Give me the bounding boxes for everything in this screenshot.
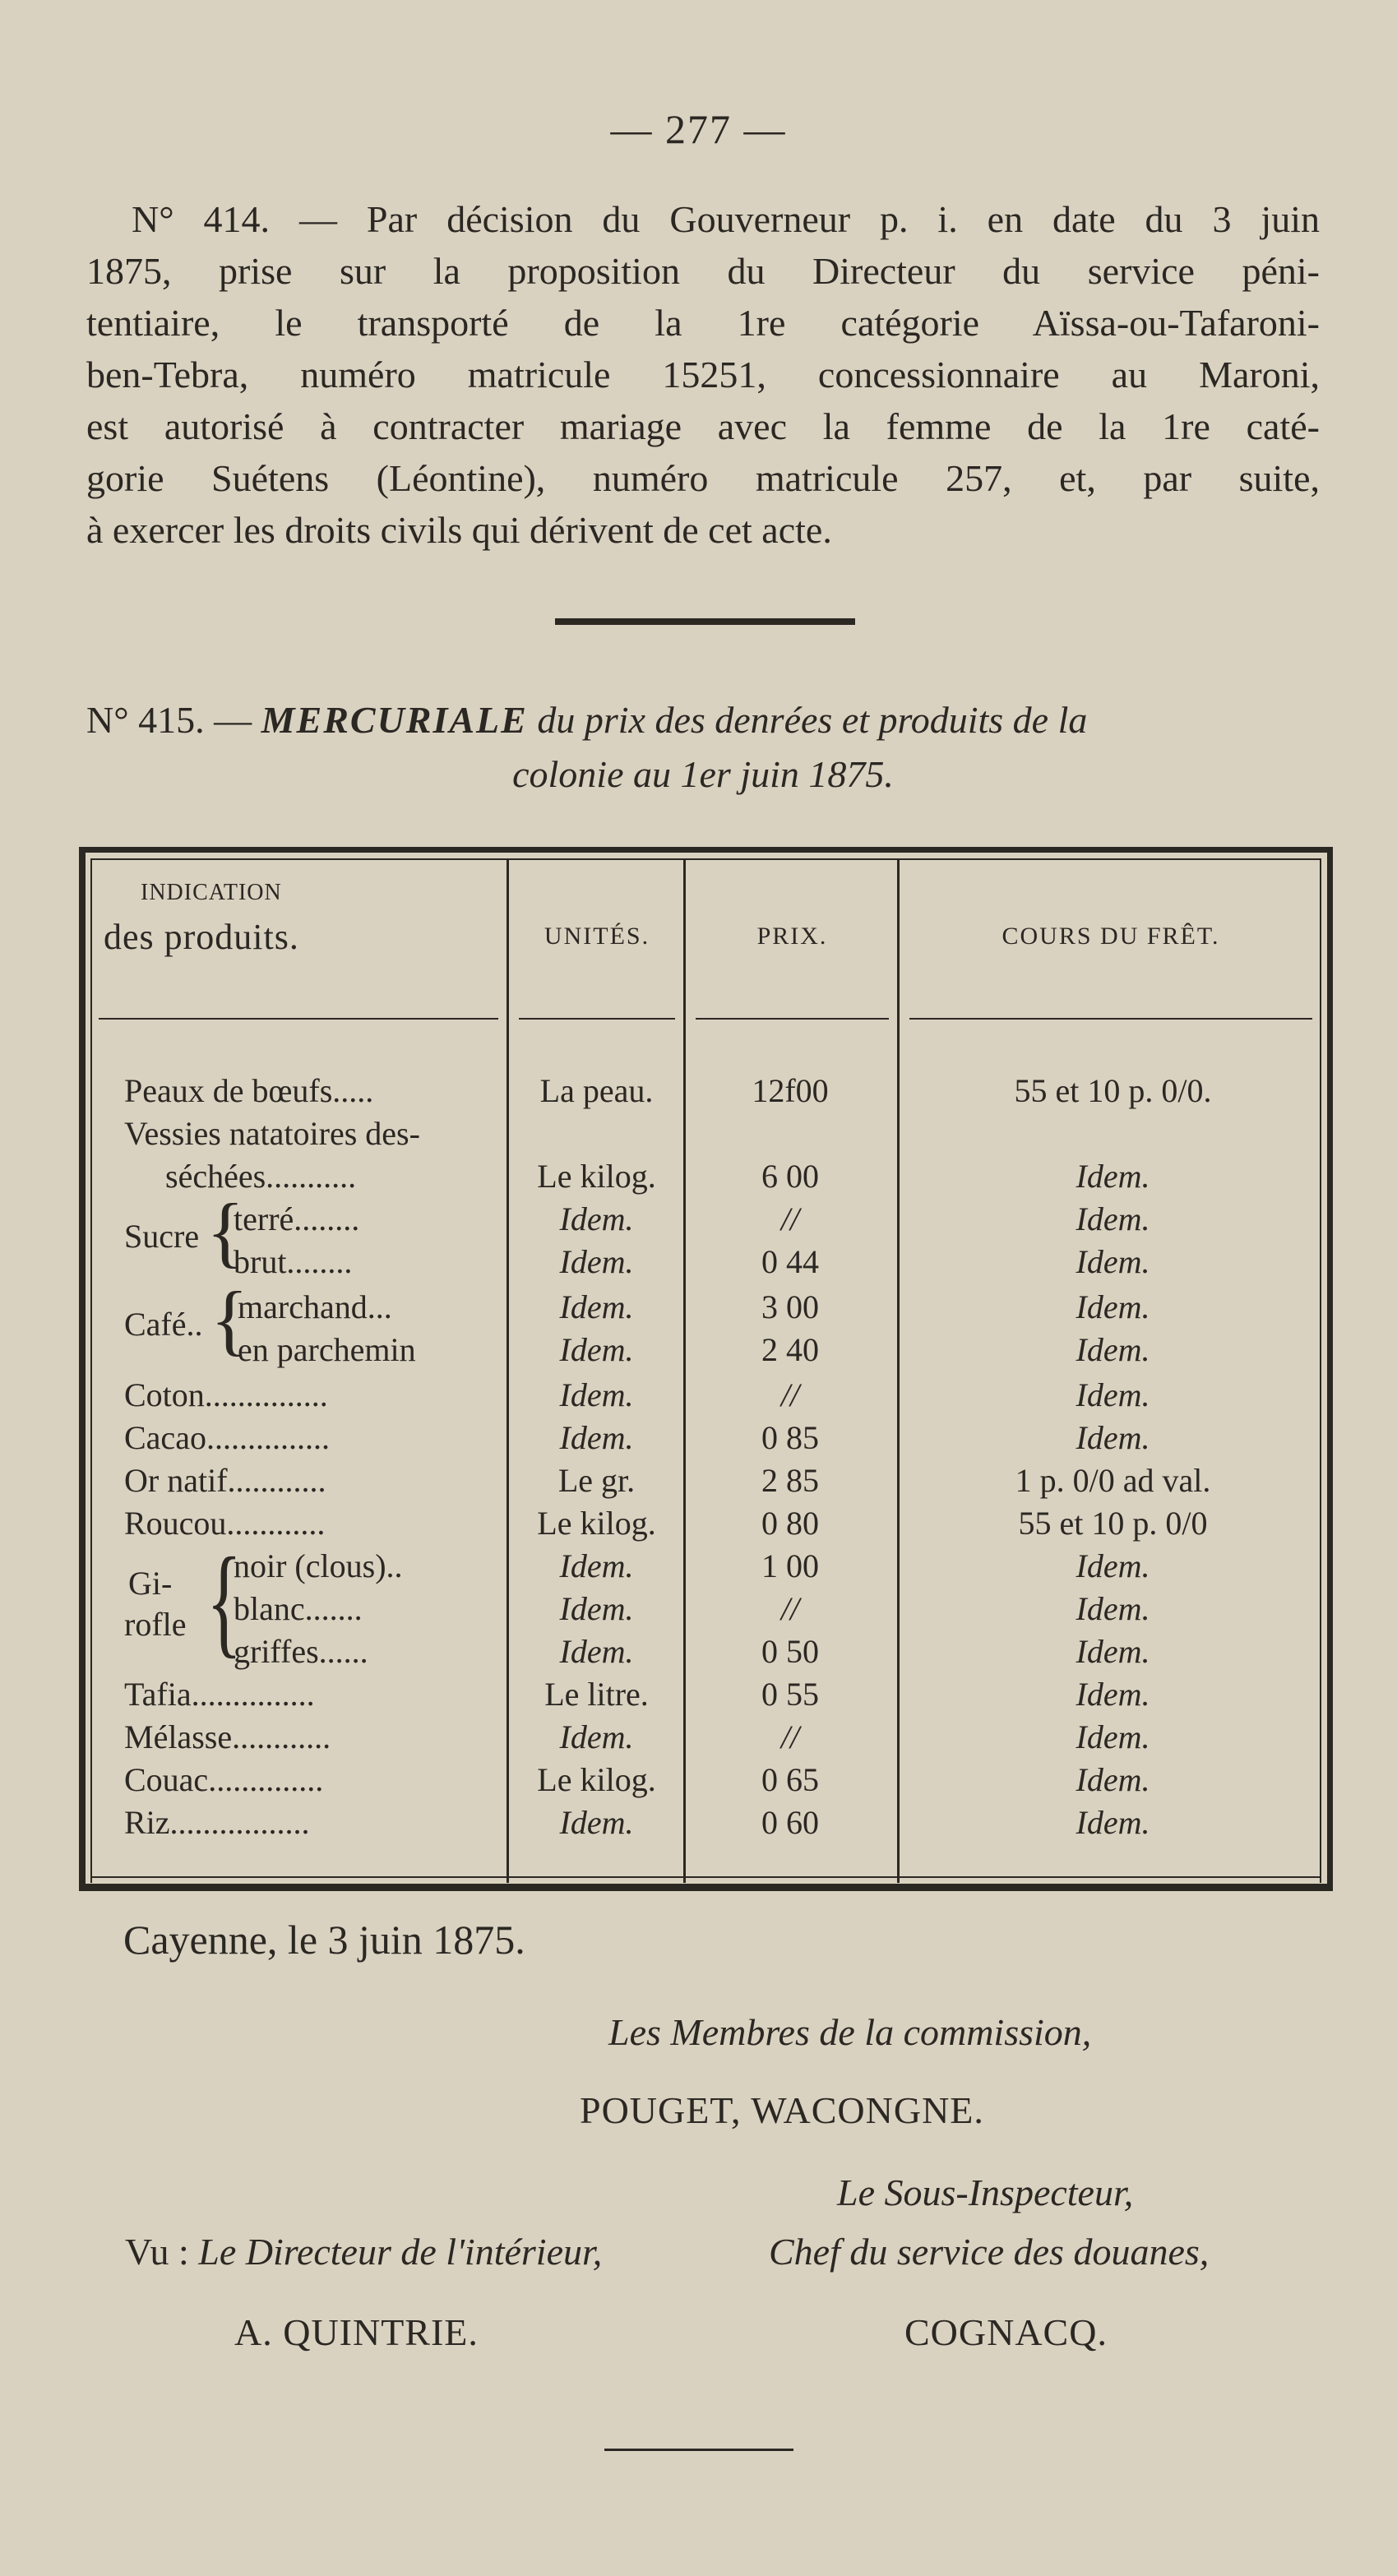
header-prix: PRIX. bbox=[756, 923, 828, 950]
separator-rule bbox=[555, 618, 855, 625]
group-girofle: Gi- bbox=[128, 1565, 173, 1602]
table-row: Cacao............... Idem. 0 85 Idem. bbox=[124, 1419, 1150, 1456]
inspector-name: COGNACQ. bbox=[904, 2311, 1108, 2353]
table-row: Tafia............... Le litre. 0 55 Idem. bbox=[124, 1676, 1150, 1713]
table-row: Mélasse............ Idem. // Idem. bbox=[124, 1718, 1150, 1755]
mercuriale-number: N° 415. — bbox=[86, 699, 261, 741]
table-row: marchand... Idem. 3 00 Idem. bbox=[238, 1288, 1150, 1325]
price-table bbox=[79, 847, 1333, 1891]
place-date: Cayenne, le 3 juin 1875. bbox=[123, 1917, 525, 1963]
header-cours: COURS DU FRÊT. bbox=[1001, 923, 1220, 950]
table-border bbox=[79, 847, 1333, 853]
header-underline bbox=[519, 1018, 675, 1020]
table-border bbox=[79, 1884, 1333, 1891]
group-cafe: Café.. bbox=[124, 1306, 203, 1343]
decision-line: N° 414. — Par décision du Gouverneur p. i. en date du 3 juin bbox=[132, 198, 1320, 240]
brace-icon: { bbox=[210, 1275, 249, 1363]
mercuriale-title-line2: colonie au 1er juin 1875. bbox=[512, 753, 894, 795]
table-row: Vessies natatoires des- bbox=[124, 1115, 420, 1152]
decision-line: 1875, prise sur la proposition du Directeur du service péni- bbox=[86, 250, 1320, 292]
header-indication: INDICATION des produits. bbox=[104, 880, 299, 957]
decision-414 bbox=[86, 193, 1320, 556]
mercuriale-title bbox=[86, 693, 1320, 802]
brace-icon: { bbox=[206, 1187, 245, 1275]
table-row: Or natif............ Le gr. 2 85 1 p. 0/0 ad val. bbox=[124, 1462, 1211, 1499]
commission-label: Les Membres de la commission, bbox=[608, 2011, 1092, 2053]
commission-names: POUGET, WACONGNE. bbox=[580, 2089, 984, 2131]
table-row: terré........ Idem. // Idem. bbox=[234, 1200, 1150, 1237]
mercuriale-title-rest: du prix des denrées et produits de la bbox=[527, 699, 1088, 741]
table-row: Roucou............ Le kilog. 0 80 55 et 10 p. 0/0 bbox=[124, 1505, 1208, 1542]
group-girofle: rofle bbox=[124, 1606, 187, 1643]
vu-prefix: Vu : bbox=[125, 2231, 199, 2273]
table-row: griffes...... Idem. 0 50 Idem. bbox=[234, 1633, 1150, 1670]
table-row: noir (clous).. Idem. 1 00 Idem. bbox=[234, 1547, 1150, 1584]
decision-line: gorie Suétens (Léontine), numéro matricule 257, et, par suite, bbox=[86, 457, 1320, 499]
group-sucre: Sucre bbox=[124, 1218, 200, 1255]
table-row: séchées........... Le kilog. 6 00 Idem. bbox=[165, 1158, 1150, 1195]
header-underline bbox=[99, 1018, 498, 1020]
header-unites: UNITÉS. bbox=[544, 923, 650, 950]
inspector-title: Chef du service des douanes, bbox=[769, 2231, 1210, 2273]
decision-line: est autorisé à contracter mariage avec la femme de la 1re caté- bbox=[86, 405, 1320, 447]
page-number: — 277 — bbox=[610, 106, 787, 152]
header-underline bbox=[909, 1018, 1312, 1020]
table-row: Couac.............. Le kilog. 0 65 Idem. bbox=[124, 1761, 1150, 1798]
table-row: blanc....... Idem. // Idem. bbox=[234, 1590, 1150, 1627]
decision-line: tentiaire, le transporté de la 1re catégorie Aïssa-ou-Tafaroni- bbox=[86, 302, 1320, 344]
decision-line: ben-Tebra, numéro matricule 15251, concessionnaire au Maroni, bbox=[86, 354, 1320, 395]
inspector-title: Le Sous-Inspecteur, bbox=[837, 2171, 1134, 2213]
table-row: Riz................. Idem. 0 60 Idem. bbox=[124, 1804, 1150, 1841]
decision-line: à exercer les droits civils qui dérivent de cet acte. bbox=[86, 509, 832, 551]
table-border bbox=[90, 1876, 1321, 1878]
mercuriale-caps: MERCURIALE bbox=[261, 699, 528, 741]
table-row: en parchemin Idem. 2 40 Idem. bbox=[238, 1331, 1150, 1368]
vu-line bbox=[125, 2230, 602, 2273]
table-row: Peaux de bœufs..... La peau. 12f00 55 et 10 p. 0/0. bbox=[124, 1072, 1212, 1109]
header-underline bbox=[696, 1018, 889, 1020]
vu-title: Le Directeur de l'intérieur, bbox=[198, 2231, 603, 2273]
table-border bbox=[90, 858, 1321, 860]
end-rule bbox=[604, 2449, 793, 2451]
director-name: A. QUINTRIE. bbox=[234, 2311, 479, 2353]
table-row: brut........ Idem. 0 44 Idem. bbox=[234, 1243, 1150, 1280]
table-row: Coton............... Idem. // Idem. bbox=[124, 1376, 1150, 1413]
brace-icon: { bbox=[206, 1533, 243, 1669]
